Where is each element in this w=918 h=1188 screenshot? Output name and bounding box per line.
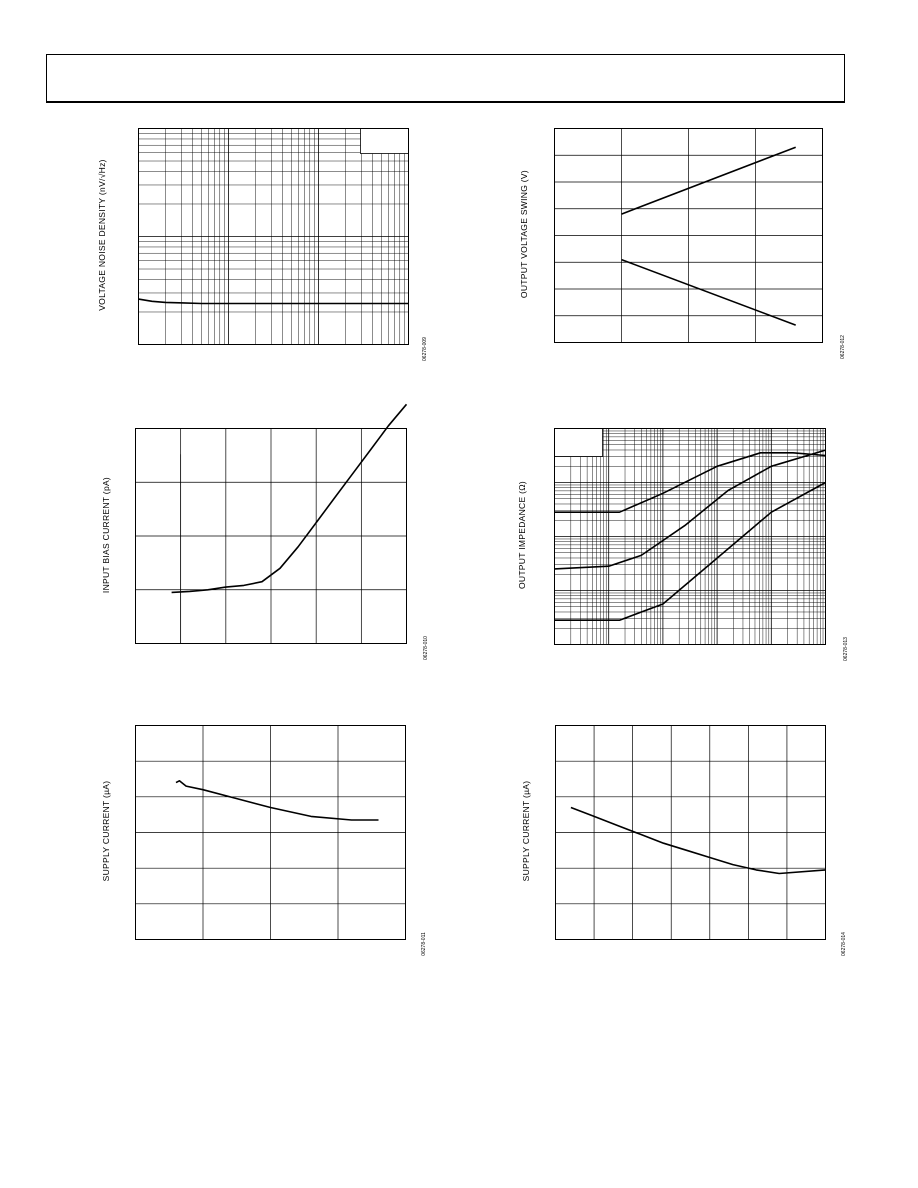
chart-output-voltage-swing xyxy=(480,110,860,380)
series-line-2 xyxy=(622,260,796,326)
chart-input-bias-current xyxy=(60,410,440,680)
plot-area xyxy=(135,428,408,645)
series-line-1 xyxy=(172,404,407,592)
y-axis-label: SUPPLY CURRENT (µA) xyxy=(521,780,531,882)
y-axis-label: SUPPLY CURRENT (µA) xyxy=(101,780,111,882)
figure-id: 06278-012 xyxy=(840,335,846,359)
plot-area xyxy=(135,725,407,941)
legend-box xyxy=(555,429,603,457)
figure-id: 06278-014 xyxy=(841,932,847,956)
y-axis-label: INPUT BIAS CURRENT (pA) xyxy=(101,476,111,593)
series-line-1 xyxy=(622,147,796,214)
figure-id: 06278-009 xyxy=(422,337,428,361)
series-line-1 xyxy=(176,781,379,820)
series-line-1 xyxy=(571,808,826,874)
y-axis-label: VOLTAGE NOISE DENSITY (nV/√Hz) xyxy=(97,159,107,311)
chart-voltage-noise-density xyxy=(60,110,440,380)
figure-id: 06278-011 xyxy=(421,932,427,956)
plot-area xyxy=(554,128,824,344)
page-header-box xyxy=(46,54,845,103)
chart-output-impedance xyxy=(480,410,860,680)
series-line-3 xyxy=(555,483,826,621)
plot-area xyxy=(555,725,827,941)
y-axis-label: OUTPUT VOLTAGE SWING (V) xyxy=(519,169,529,299)
plot-area xyxy=(138,128,410,346)
series-line-2 xyxy=(555,450,826,569)
series-line-1 xyxy=(139,299,409,303)
figure-id: 06278-010 xyxy=(423,636,429,660)
figure-id: 06278-013 xyxy=(843,637,849,661)
plot-area xyxy=(554,428,827,646)
y-axis-label: OUTPUT IMPEDANCE (Ω) xyxy=(517,480,527,590)
chart-supply-current-b xyxy=(480,710,860,980)
legend-box xyxy=(361,129,409,154)
chart-supply-current-a xyxy=(60,710,440,980)
